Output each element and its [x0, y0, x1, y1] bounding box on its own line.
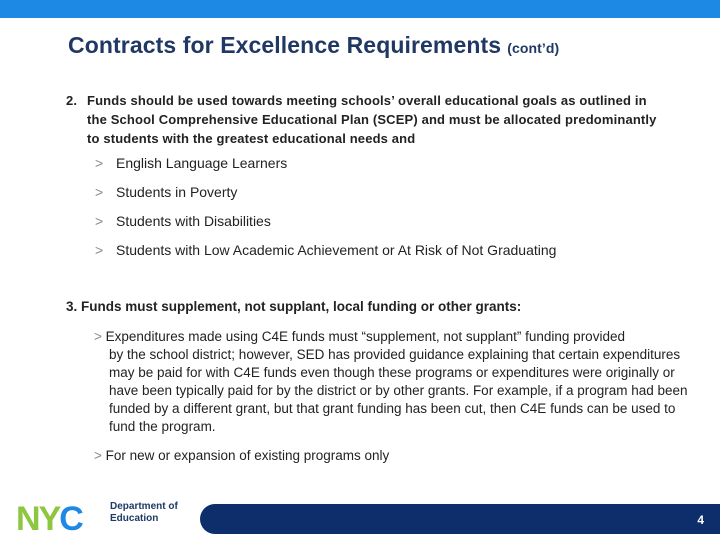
list-item — [95, 184, 556, 213]
footer-bar — [200, 504, 720, 534]
point-2-text: Funds should be used towards meeting schools’ overall educational goals as outlined in the School Comprehensive Educational Plan (SCEP) and must be allocated predominantly to students with the greatest educational needs and — [87, 93, 657, 146]
bullet-text: Students in Poverty — [116, 184, 238, 200]
target-student-list — [95, 155, 556, 271]
bullet-text: Students with Disabilities — [116, 213, 271, 229]
point-3-sub-bullet-1 — [94, 328, 694, 436]
sub-bullet-1-first: Expenditures made using C4E funds must “supplement, not supplant” funding provided — [105, 329, 625, 344]
department-label — [110, 501, 178, 525]
slide-title — [68, 32, 559, 59]
point-2 — [66, 91, 666, 148]
list-item — [95, 242, 556, 271]
title-suffix: (cont’d) — [507, 40, 560, 56]
sub-bullet-1-rest: by the school district; however, SED has provided guidance explaining that certain expenditures may be paid for with C4E funds even though these programs or expenditures were originally or have been typically paid for by the district or by other grants. For example, if a program had been funded by a different grant, but that grant funding has been cut, then C4E funds can be used to fund the program. — [109, 347, 688, 434]
page-number: 4 — [697, 513, 704, 527]
bullet-text: Students with Low Academic Achievement or At Risk of Not Graduating — [116, 242, 557, 258]
point-3-sub-bullet-2 — [94, 448, 389, 463]
bullet-text: English Language Learners — [116, 155, 288, 171]
bullet-marker: > — [95, 242, 104, 258]
list-item — [95, 213, 556, 242]
dept-line-1: Department of — [110, 501, 178, 512]
sub-bullet-2-text: For new or expansion of existing programs only — [105, 448, 390, 463]
nyc-letters: NYC — [16, 500, 82, 534]
point-3: 3. Funds must supplement, not supplant, local funding or other grants: — [66, 299, 522, 314]
top-accent-bar — [0, 0, 720, 18]
list-item — [95, 155, 556, 184]
bullet-marker: > — [95, 155, 104, 171]
bullet-marker: > — [94, 329, 102, 344]
bullet-marker: > — [95, 213, 104, 229]
title-main: Contracts for Excellence Requirements — [68, 32, 502, 58]
bullet-marker: > — [94, 448, 102, 463]
bullet-marker: > — [95, 184, 104, 200]
dept-line-2: Education — [110, 513, 159, 524]
point-2-number: 2. — [66, 93, 78, 108]
